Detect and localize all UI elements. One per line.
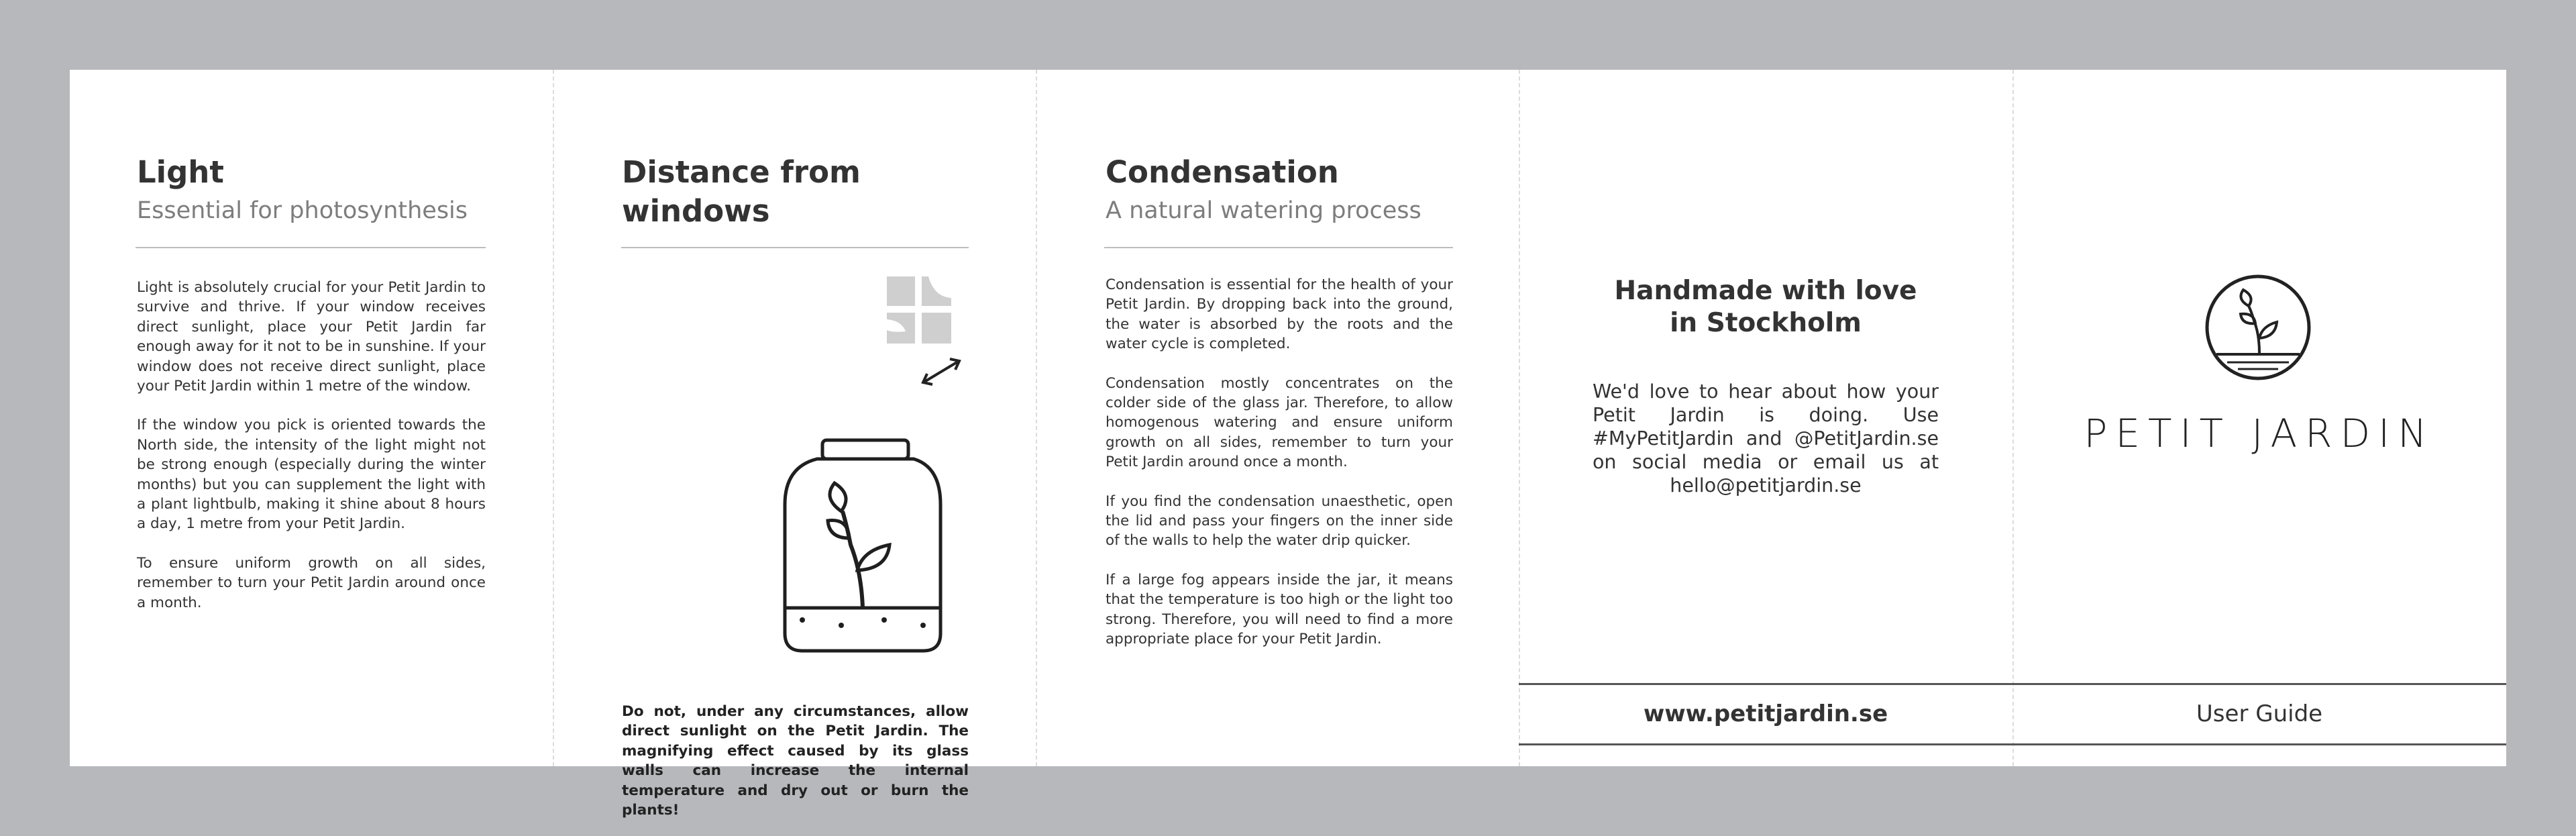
warning-text: Do not, under any circumstances, allow direct sunlight on the Petit Jardin. The magnifying effect caused by its glass walls can increase the internal temperature and dry out or burn the plants! [622, 703, 969, 819]
handmade-title-line2: in Stockholm [1670, 308, 1862, 338]
footer-top-rule [1519, 683, 2506, 685]
paragraph: If the window you pick is oriented towards the North side, the intensity of the light might not be strong enough (especially during the winter months) but you can supplement the light with a plant lightbulb, making it shine about 8 hours a day, 1 metre from your Petit Jardin. [137, 417, 486, 533]
condensation-subtitle: A natural watering process [1106, 197, 1421, 224]
divider [1104, 247, 1453, 248]
condensation-panel [1036, 70, 1519, 766]
user-guide-label: User Guide [2196, 700, 2323, 727]
light-subtitle: Essential for photosynthesis [137, 197, 468, 224]
handmade-title-line1: Handmade with love [1614, 276, 1917, 306]
handmade-body: We'd love to hear about how your Petit Jardin is doing. Use #MyPetitJardin and @PetitJardin.se on social media or email us at hello@petitjardin.se [1593, 380, 1939, 497]
window-icon [887, 276, 951, 345]
light-body [137, 278, 486, 632]
sprout-logo-icon [2204, 274, 2312, 381]
divider [136, 247, 486, 248]
divider [621, 247, 969, 248]
distance-title-line1: Distance from [622, 154, 861, 190]
double-arrow-icon [918, 355, 965, 388]
paragraph: Light is absolutely crucial for your Petit Jardin to survive and thrive. If your window receives direct sunlight, place your Petit Jardin far enough away for it not to be in sunshine. If your window does not receive direct sunlight, place your Petit Jardin within 1 metre of the window. [137, 279, 486, 395]
condensation-title: Condensation [1106, 154, 1339, 190]
cover-panel [2012, 70, 2506, 766]
brochure-sheet [70, 70, 2506, 819]
distance-panel [553, 70, 1036, 819]
paragraph: Condensation is essential for the health of your Petit Jardin. By dropping back into the ground, the water is absorbed by the roots and the water cycle is completed. [1106, 276, 1453, 353]
light-title: Light [137, 154, 224, 190]
handmade-panel [1519, 70, 2012, 766]
website-link[interactable]: www.petitjardin.se [1643, 700, 1888, 727]
condensation-body [1106, 275, 1453, 669]
paragraph: To ensure uniform growth on all sides, remember to turn your Petit Jardin around once a month. [137, 554, 486, 611]
paragraph: If you find the condensation unaesthetic, open the lid and pass your fingers on the inner side of the walls to help the water drip quicker. [1106, 492, 1453, 550]
footer-bottom-rule [1519, 743, 2506, 745]
distance-title-line2: windows [622, 193, 770, 229]
brand-name: PETIT JARDIN [2084, 411, 2435, 456]
light-panel [70, 70, 553, 766]
paragraph: Condensation mostly concentrates on the colder side of the glass jar. Therefore, to allow homogenous watering and ensure uniform growth on all sides, remember to turn your Petit Jardin around once a month. [1106, 374, 1453, 471]
paragraph: If a large fog appears inside the jar, it means that the temperature is too high or the light too strong. Therefore, you will need to find a more appropriate place for your Petit Jardin. [1106, 571, 1453, 648]
terrarium-jar-icon [782, 437, 943, 655]
